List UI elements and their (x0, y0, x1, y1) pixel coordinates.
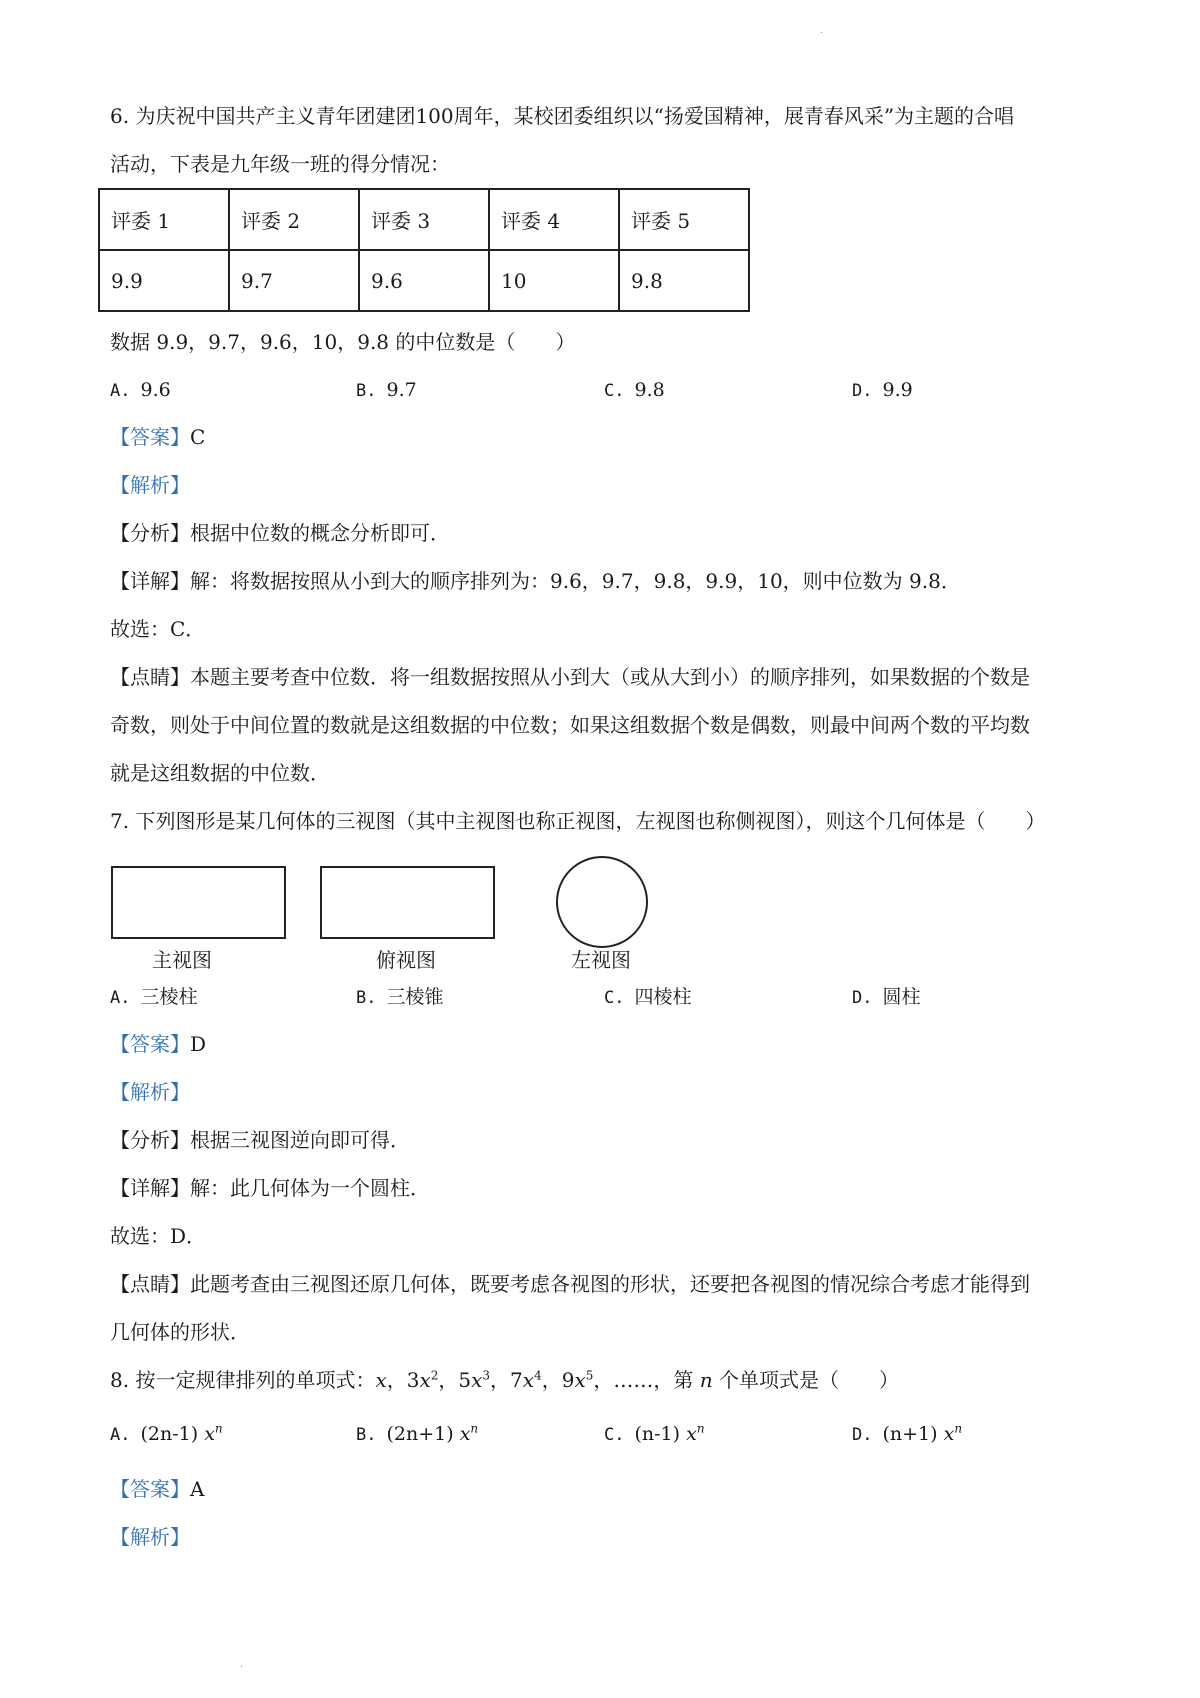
q7-dianjing-line1: 【点睛】此题考查由三视图还原几何体，既要考虑各视图的形状，还要把各视图的情况综合考虑才能得到 (110, 1272, 1030, 1296)
q8-monomial-sequence: x，$3x^2$，$5x^3$，$7x^4$，$9x^5$ (375, 1368, 594, 1392)
option-label: B. (356, 1425, 377, 1445)
q6-analysis-tag: 【解析】 (110, 473, 190, 497)
option-a (110, 983, 198, 1012)
option-c (604, 983, 692, 1012)
front-view-rectangle (111, 866, 286, 939)
q6-stem-line2: 活动，下表是九年级一班的得分情况： (110, 152, 450, 176)
option-label: D. (852, 381, 873, 401)
answer-tag: 【答案】 (110, 425, 190, 449)
table-cell: 9.7 (229, 250, 359, 311)
q6-fenxi: 【分析】根据中位数的概念分析即可． (110, 521, 450, 545)
q6-xiangjie: 【详解】解：将数据按照从小到大的顺序排列为：9.6，9.7，9.8，9.9，10，则中位数为 9.8． (110, 569, 961, 593)
option-d: D. (n+1) $x^n$ (852, 1421, 963, 1445)
q6-dianjing-line3: 就是这组数据的中位数． (110, 761, 330, 785)
answer-tag: 【答案】 (110, 1477, 190, 1501)
option-b: B. (2n+1) $x^n$ (356, 1421, 479, 1445)
table-cell: 10 (489, 250, 619, 311)
q7-xiangjie: 【详解】解：此几何体为一个圆柱． (110, 1176, 430, 1200)
table-cell: 9.6 (359, 250, 489, 311)
q6-dianjing-line2: 奇数，则处于中间位置的数就是这组数据的中位数；如果这组数据个数是偶数，则最中间两个数的平均数 (110, 713, 1030, 737)
answer-tag: 【答案】 (110, 1032, 190, 1056)
option-b (356, 983, 444, 1012)
option-label: D. (852, 1425, 873, 1445)
q6-question: 数据 9.9，9.7，9.6，10，9.8 的中位数是（ ） (110, 330, 576, 354)
q6-guxuan: 故选：C． (110, 617, 206, 641)
answer-value: A (190, 1477, 205, 1501)
option-d (852, 376, 913, 405)
q8-answer (110, 1475, 204, 1503)
top-view-rectangle (320, 866, 495, 939)
option-text: 9.8 (634, 379, 665, 401)
q7-analysis-tag: 【解析】 (110, 1080, 190, 1104)
table-cell: 9.8 (619, 250, 749, 311)
q8-analysis-tag: 【解析】 (110, 1525, 190, 1549)
option-a (110, 376, 171, 405)
option-text: 圆柱 (882, 986, 921, 1008)
option-label: C. (604, 381, 625, 401)
option-d (852, 983, 921, 1012)
option-label: B. (356, 381, 377, 401)
option-label: C. (604, 1425, 625, 1445)
q6-score-table (98, 188, 750, 312)
option-b (356, 376, 417, 405)
table-header-row (99, 189, 749, 250)
answer-value: C (190, 425, 206, 449)
q7-fenxi: 【分析】根据三视图逆向即可得． (110, 1128, 410, 1152)
q6-stem-line1: 6. 为庆祝中国共产主义青年团建团100周年，某校团委组织以“扬爱国精神，展青春风采”为主题的合唱 (110, 104, 1015, 128)
q8-stem-n: n (699, 1368, 713, 1392)
option-text: 三棱柱 (140, 986, 198, 1008)
option-label: A. (110, 381, 131, 401)
option-text: 四棱柱 (634, 986, 692, 1008)
answer-value: D (190, 1032, 207, 1056)
option-a: A. (2n-1) $x^n$ (110, 1421, 223, 1445)
option-text: 9.7 (386, 379, 417, 401)
q6-dianjing-line1: 【点睛】本题主要考查中位数．将一组数据按照从小到大（或从大到小）的顺序排列，如果数据的个数是 (110, 665, 1030, 689)
top-view-label: 俯视图 (376, 948, 436, 972)
left-view-label: 左视图 (571, 948, 631, 972)
q8-stem-end: 个单项式是（ ） (718, 1368, 899, 1392)
option-c (604, 376, 665, 405)
table-header-cell: 评委 4 (489, 189, 619, 250)
q6-answer (110, 423, 205, 451)
q8-stem-prefix: 8. 按一定规律排列的单项式： (110, 1368, 376, 1392)
table-header-cell: 评委 3 (359, 189, 489, 250)
option-label: A. (110, 1425, 131, 1445)
table-cell: 9.9 (99, 250, 229, 311)
q7-answer (110, 1030, 206, 1058)
option-label: A. (110, 988, 131, 1008)
table-row (99, 250, 749, 311)
table-header-cell: 评委 1 (99, 189, 229, 250)
option-coef: (2n+1) (386, 1423, 454, 1445)
scan-mark: · (240, 1662, 244, 1673)
option-label: D. (852, 988, 873, 1008)
option-text: 9.9 (882, 379, 913, 401)
option-coef: (n-1) (634, 1423, 681, 1445)
q8-stem-suffix: ，……，第 (593, 1368, 694, 1392)
option-c: C. (n-1) $x^n$ (604, 1421, 705, 1445)
option-coef: (n+1) (882, 1423, 938, 1445)
option-text: 三棱锥 (386, 986, 444, 1008)
q7-stem: 7. 下列图形是某几何体的三视图（其中主视图也称正视图，左视图也称侧视图），则这个几何体是（ ） (110, 809, 1046, 833)
front-view-label: 主视图 (152, 948, 212, 972)
q7-guxuan: 故选：D． (110, 1224, 207, 1248)
left-view-circle (556, 856, 648, 948)
q7-dianjing-line2: 几何体的形状． (110, 1320, 250, 1344)
option-text: 9.6 (140, 379, 171, 401)
table-header-cell: 评委 5 (619, 189, 749, 250)
scan-mark: · (820, 28, 824, 39)
option-label: B. (356, 988, 377, 1008)
option-label: C. (604, 988, 625, 1008)
option-coef: (2n-1) (140, 1423, 199, 1445)
q8-stem (110, 1366, 899, 1394)
table-header-cell: 评委 2 (229, 189, 359, 250)
